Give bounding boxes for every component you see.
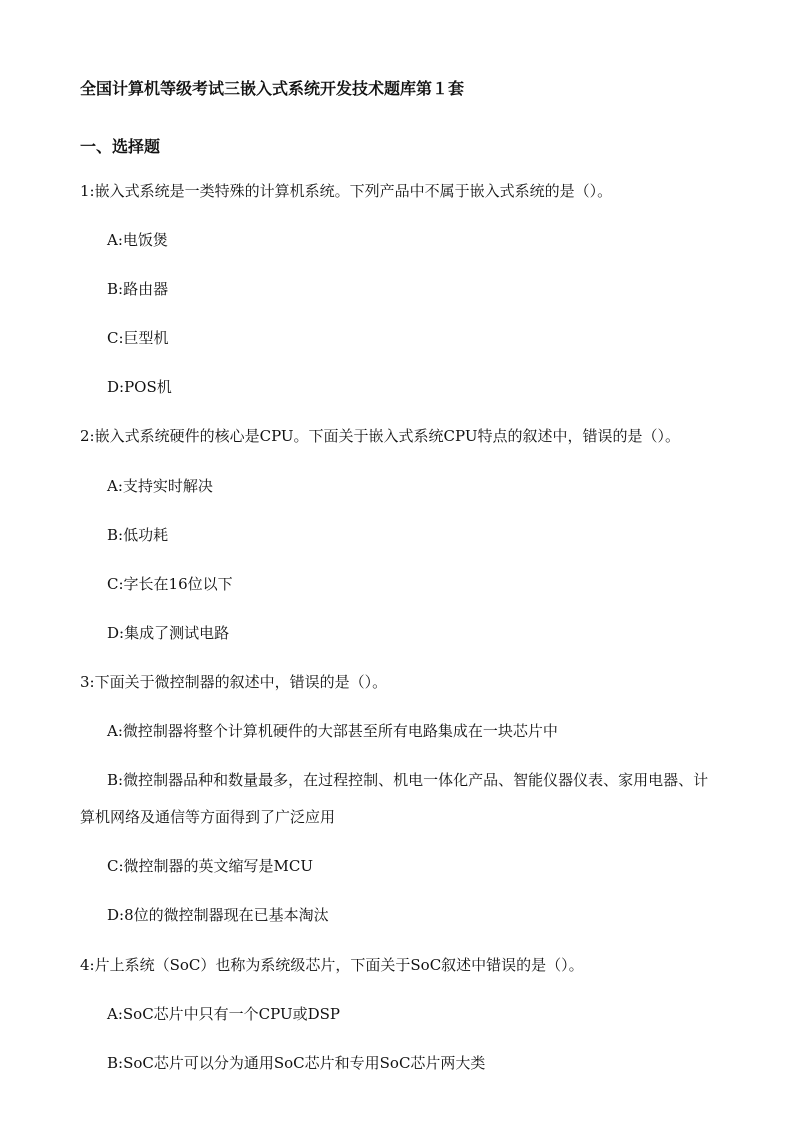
question-1-option-b: B:路由器	[107, 280, 169, 298]
question-3-option-b-continuation: 算机网络及通信等方面得到了广泛应用	[80, 808, 336, 826]
question-3-option-d: D:8位的微控制器现在已基本淘汰	[107, 906, 329, 924]
question-4-option-b: B:SoC芯片可以分为通用SoC芯片和专用SoC芯片两大类	[107, 1054, 486, 1072]
document-title: 全国计算机等级考试三嵌入式系统开发技术题库第１套	[80, 79, 465, 98]
section-heading: 一、选择题	[80, 137, 161, 156]
question-2-option-d: D:集成了测试电路	[107, 624, 230, 642]
question-1-stem: 1:嵌入式系统是一类特殊的计算机系统。下列产品中不属于嵌入式系统的是（）。	[80, 182, 613, 200]
question-3-option-c: C:微控制器的英文缩写是MCU	[107, 857, 314, 875]
question-1-option-d: D:POS机	[107, 378, 172, 396]
question-2-option-b: B:低功耗	[107, 526, 169, 544]
question-1-option-c: C:巨型机	[107, 329, 169, 347]
question-1-option-a: A:电饭煲	[107, 231, 168, 249]
question-2-option-a: A:支持实时解决	[107, 477, 213, 495]
question-4-stem: 4:片上系统（SoC）也称为系统级芯片，下面关于SoC叙述中错误的是（）。	[80, 956, 584, 974]
question-2-option-c: C:字长在16位以下	[107, 575, 233, 593]
question-3-option-a: A:微控制器将整个计算机硬件的大部甚至所有电路集成在一块芯片中	[107, 722, 558, 740]
question-3-stem: 3:下面关于微控制器的叙述中，错误的是（）。	[80, 673, 388, 691]
question-3-option-b: B:微控制器品种和数量最多，在过程控制、机电一体化产品、智能仪器仪表、家用电器、计	[107, 771, 709, 789]
question-2-stem: 2:嵌入式系统硬件的核心是CPU。下面关于嵌入式系统CPU特点的叙述中，错误的是（）。	[80, 427, 680, 445]
question-4-option-a: A:SoC芯片中只有一个CPU或DSP	[107, 1005, 341, 1023]
